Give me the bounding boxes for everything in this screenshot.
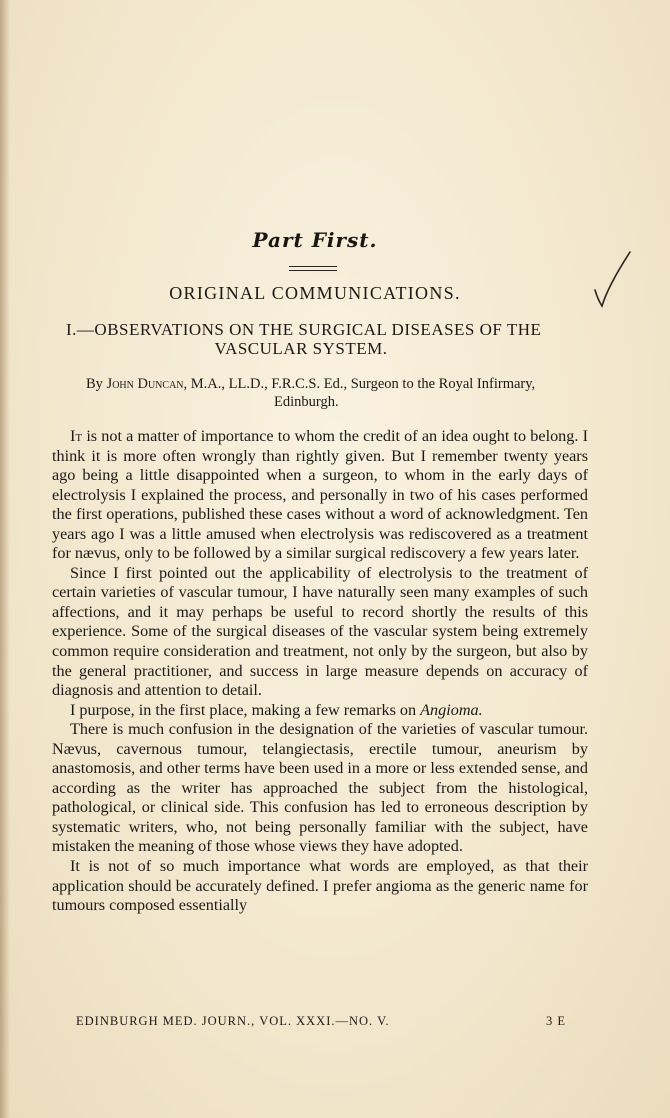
byline-author: John Duncan bbox=[106, 376, 184, 392]
paragraph-5: It is not of so much importance what words are employed, as that their application should be accurately defined. I prefer angioma as the generic name for tumours composed essentially bbox=[52, 857, 588, 915]
paragraph-2: Since I first pointed out the applicability of electrolysis to the treatment of certain varieties of vascular tumour, I have naturally seen many examples of such affections, and it may perhaps be useful to record shortly the results of this experience. Some of the surgical diseases of the vascular system being extremely common require consideration and treatment, not only by the surgeon, but also by the general practitioner, and success in large measure depends on accuracy of diagnosis and attention to detail. bbox=[52, 563, 588, 700]
paragraph-1-lead: It bbox=[70, 427, 83, 445]
page-left-edge-shadow bbox=[0, 0, 10, 1118]
paragraph-3-text: I purpose, in the first place, making a few remarks on bbox=[70, 700, 421, 719]
section-title: ORIGINAL COMMUNICATIONS. bbox=[169, 283, 461, 303]
paragraph-3 bbox=[52, 701, 588, 721]
footer-journal: EDINBURGH MED. JOURN., VOL. XXXI.—NO. V. bbox=[76, 1014, 390, 1028]
page-footer bbox=[76, 1014, 566, 1029]
byline-prefix: By bbox=[86, 376, 107, 392]
paragraph-1-text: is not a matter of importance to whom the credit of an idea ought to belong. I think it is more often wrongly than rightly given. But I remember twenty years ago being a little disappointed when a surgeon, to whom in the early days of electrolysis I explained the process, and personally in two of his cases performed the first operations, published these cases without a word of acknowledgment. Ten years ago I was a little amused when electrolysis was rediscovered as a treatment for nævus, only to be followed by a similar surgical rediscovery a few years later. bbox=[52, 427, 588, 563]
handwritten-check-mark bbox=[592, 250, 632, 316]
byline-credentials: , M.A., LL.D., F.R.C.S. Ed., Surgeon to the Royal Infirmary, bbox=[183, 376, 536, 392]
title-rule-bottom bbox=[289, 270, 337, 271]
byline bbox=[86, 375, 606, 411]
footer-signature: 3 E bbox=[545, 1014, 566, 1028]
article-title-line-2: VASCULAR SYSTEM. bbox=[214, 339, 388, 358]
article-body bbox=[52, 427, 588, 916]
paragraph-4: There is much confusion in the designation of the varieties of vascular tumour. Nævus, cavernous tumour, telangiectasis, erectile tumour, aneurism by anastomosis, and other terms have been used in a more or less extended sense, and according as the writer has approached the subject from the histological, pathological, or clinical side. This confusion has led to erroneous description by systematic writers, who, not being personally familiar with the subject, have mistaken the meaning of those whose views they have adopted. bbox=[52, 720, 588, 856]
byline-city: Edinburgh. bbox=[274, 394, 339, 410]
article-title bbox=[66, 320, 596, 358]
paragraph-3-emphasis: Angioma. bbox=[420, 700, 483, 719]
title-rule-top bbox=[289, 266, 337, 267]
paragraph-1 bbox=[52, 427, 588, 564]
part-title: Part First. bbox=[252, 228, 378, 252]
article-title-line-1: I.—OBSERVATIONS ON THE SURGICAL DISEASES OF THE bbox=[66, 320, 542, 339]
